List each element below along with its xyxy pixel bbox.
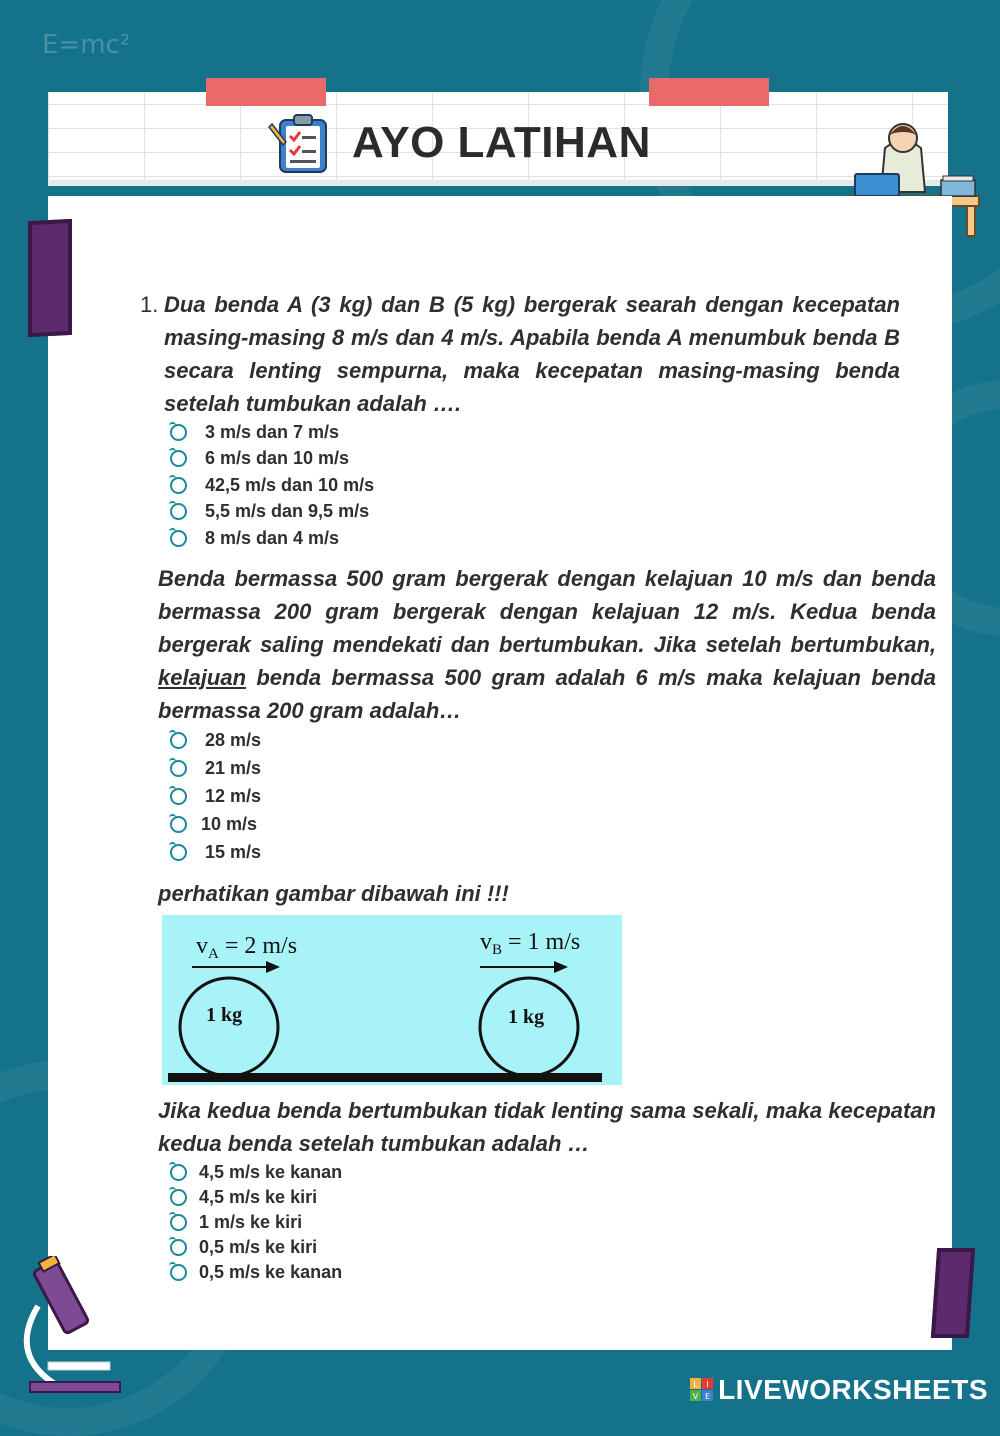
ground-line bbox=[168, 1073, 602, 1082]
option-item[interactable] bbox=[170, 525, 374, 552]
option-item[interactable] bbox=[170, 1235, 342, 1260]
collision-diagram bbox=[162, 915, 622, 1085]
svg-text:I: I bbox=[706, 1380, 709, 1389]
option-item[interactable] bbox=[170, 1160, 342, 1185]
question-2-text-part: benda bermassa 500 gram adalah 6 m/s maka kelajuan benda bermassa 200 gram adalah… bbox=[158, 665, 936, 723]
option-item[interactable] bbox=[170, 782, 261, 810]
radio-button-icon[interactable] bbox=[170, 477, 187, 494]
option-label: 1 m/s ke kiri bbox=[199, 1212, 303, 1232]
arrow-right-icon bbox=[554, 961, 568, 973]
velocity-b-label: $v_B = 1$ m/s bbox=[480, 929, 581, 958]
decorative-bar bbox=[931, 1248, 975, 1338]
question-2-text bbox=[158, 562, 936, 727]
formula-decoration: E=mc² bbox=[42, 30, 131, 60]
liveworksheets-brand[interactable] bbox=[690, 1374, 988, 1406]
brand-text: LIVEWORKSHEETS bbox=[718, 1374, 988, 1405]
radio-button-icon[interactable] bbox=[170, 844, 187, 861]
option-item[interactable] bbox=[170, 1260, 342, 1285]
microscope-icon bbox=[18, 1256, 128, 1396]
radio-button-icon[interactable] bbox=[170, 760, 187, 777]
option-item[interactable] bbox=[170, 726, 261, 754]
option-label: 21 m/s bbox=[205, 757, 262, 778]
radio-button-icon[interactable] bbox=[170, 503, 187, 520]
option-label: 28 m/s bbox=[205, 729, 262, 750]
option-label: 4,5 m/s ke kanan bbox=[199, 1162, 343, 1182]
question-3-intro: perhatikan gambar dibawah ini !!! bbox=[158, 881, 509, 906]
option-item[interactable] bbox=[170, 838, 261, 866]
tape-decoration bbox=[649, 78, 769, 106]
option-item[interactable] bbox=[170, 810, 261, 838]
radio-button-icon[interactable] bbox=[170, 1239, 187, 1256]
arrow-right-icon bbox=[266, 961, 280, 973]
option-item[interactable] bbox=[170, 754, 261, 782]
radio-button-icon[interactable] bbox=[170, 530, 187, 547]
mass-b-label: 1 kg bbox=[508, 1006, 545, 1028]
option-label: 4,5 m/s ke kiri bbox=[199, 1187, 318, 1207]
option-item[interactable] bbox=[170, 472, 374, 499]
velocity-a-label: $v_A = 2$ m/s bbox=[196, 933, 298, 962]
option-item[interactable] bbox=[170, 499, 374, 526]
page-title: AYO LATIHAN bbox=[352, 118, 651, 167]
option-label: 6 m/s dan 10 m/s bbox=[205, 448, 350, 469]
option-item[interactable] bbox=[170, 419, 374, 446]
question-number: 1. bbox=[140, 292, 159, 317]
radio-button-icon[interactable] bbox=[170, 424, 187, 441]
mass-a-label: 1 kg bbox=[206, 1004, 243, 1026]
option-label: 0,5 m/s ke kiri bbox=[199, 1237, 318, 1257]
question-3-options bbox=[170, 1160, 342, 1285]
underlined-word: kelajuan bbox=[158, 665, 247, 690]
svg-text:L: L bbox=[693, 1380, 698, 1389]
collision-figure bbox=[162, 915, 622, 1085]
ball-a bbox=[180, 978, 278, 1076]
option-label: 8 m/s dan 4 m/s bbox=[205, 527, 340, 548]
question-3-text: Jika kedua benda bertumbukan tidak lenting sama sekali, maka kecepatan kedua benda setelah tumbukan adalah … bbox=[158, 1098, 936, 1156]
option-label: 15 m/s bbox=[205, 841, 262, 862]
tape-decoration bbox=[206, 78, 326, 106]
question-2-text-part: Benda bermassa 500 gram bergerak dengan kelajuan 10 m/s dan benda bermassa 200 gram bergerak dengan kelajuan 12 m/s. Kedua benda bergerak saling mendekati dan bertumbukan. Jika setelah bertumbukan, bbox=[158, 566, 936, 657]
option-label: 10 m/s bbox=[201, 813, 258, 834]
liveworksheets-logo-icon bbox=[690, 1378, 714, 1402]
radio-button-icon[interactable] bbox=[170, 788, 187, 805]
question-2-options bbox=[170, 726, 261, 866]
radio-button-icon[interactable] bbox=[170, 732, 187, 749]
option-item[interactable] bbox=[170, 1210, 342, 1235]
header-title-group bbox=[268, 112, 651, 174]
decorative-bar bbox=[28, 219, 72, 337]
radio-button-icon[interactable] bbox=[170, 450, 187, 467]
option-item[interactable] bbox=[170, 446, 374, 473]
option-label: 5,5 m/s dan 9,5 m/s bbox=[205, 501, 370, 522]
question-1-text: Dua benda A (3 kg) dan B (5 kg) bergerak searah dengan kecepatan masing-masing 8 m/s dan 4 m/s. Apabila benda A menumbuk benda B secara lenting sempurna, maka kecepatan masing-masing benda setelah tumbukan adalah …. bbox=[164, 292, 900, 416]
option-label: 42,5 m/s dan 10 m/s bbox=[205, 474, 375, 495]
radio-button-icon[interactable] bbox=[170, 1189, 187, 1206]
question-1-options bbox=[170, 419, 374, 552]
svg-text:E: E bbox=[705, 1392, 711, 1401]
svg-text:V: V bbox=[692, 1392, 699, 1401]
option-label: 12 m/s bbox=[205, 785, 262, 806]
option-label: 0,5 m/s ke kanan bbox=[199, 1262, 343, 1282]
radio-button-icon[interactable] bbox=[170, 1214, 187, 1231]
option-item[interactable] bbox=[170, 1185, 342, 1210]
option-label: 3 m/s dan 7 m/s bbox=[205, 421, 340, 442]
radio-button-icon[interactable] bbox=[170, 1264, 187, 1281]
radio-button-icon[interactable] bbox=[170, 1164, 187, 1181]
radio-button-icon[interactable] bbox=[170, 816, 187, 833]
clipboard-icon bbox=[268, 112, 334, 174]
